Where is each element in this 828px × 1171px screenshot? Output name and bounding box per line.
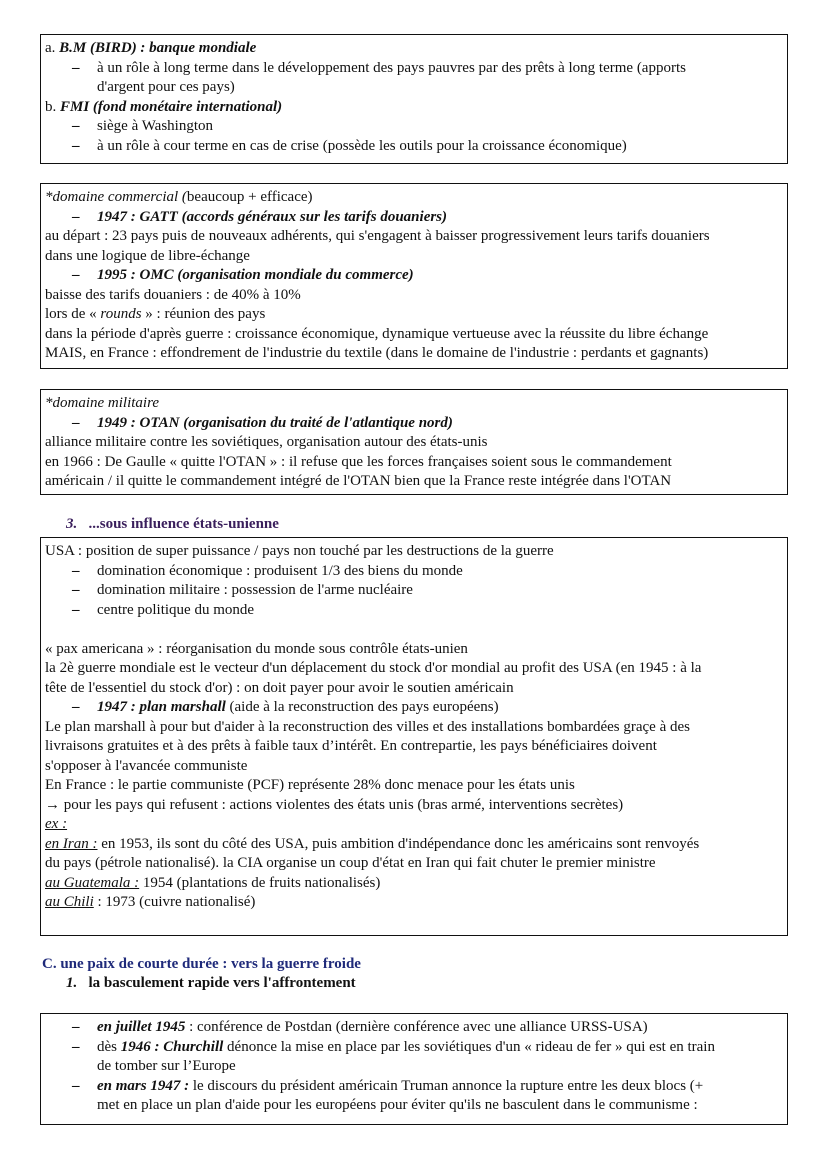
marshall-heading: – 1947 : plan marshall (aide à la reconstruction des pays européens)	[45, 698, 782, 718]
omc-heading: – 1995 : OMC (organisation mondiale du commerce)	[45, 266, 782, 286]
box-influence-usa	[40, 537, 788, 936]
domain-heading: *domaine commercial (beaucoup + efficace)	[45, 189, 313, 205]
example-label: ex :	[45, 816, 68, 832]
or-text-1: la 2è guerre mondiale est le vecteur d'un déplacement du stock d'or mondial au profit des USA (en 1945 : à la	[45, 660, 702, 676]
item-b: b. FMI (fond monétaire international)	[45, 98, 283, 115]
box-domaine-commercial	[40, 183, 788, 369]
section-heading-c: C. une paix de courte durée : vers la guerre froide	[42, 956, 361, 972]
omc-text-3: dans la période d'après guerre : croissance économique, dynamique vertueuse avec la réussite du libre échange	[45, 325, 709, 342]
fmi-point-2: – à un rôle à cour terme en cas de crise (possède les outils pour la croissance économique)	[45, 137, 782, 157]
bm-point: – à un rôle à long terme dans le développement des pays pauvres par des prêts à long terme (apports d'argent pour ces pays)	[45, 59, 782, 98]
event-1947: – en mars 1947 : le discours du président américain Truman annonce la rupture entre les deux blocs (+ met en place un plan d'aide pour les européens pour éviter qu'ils ne basculent dans le communisme :	[45, 1077, 782, 1116]
otan-text-2: en 1966 : De Gaulle « quitte l'OTAN » : il refuse que les forces françaises soient sous le commandement	[45, 453, 672, 470]
gatt-text-2: dans une logique de libre-échange	[45, 247, 250, 264]
marshall-text-3: s'opposer à l'avancée communiste	[45, 757, 248, 774]
usa-point-1: – domination économique : produisent 1/3 des biens du monde	[45, 562, 782, 582]
pax-americana: « pax americana » : réorganisation du monde sous contrôle états-unien	[45, 640, 468, 657]
domain-heading: *domaine militaire	[45, 395, 160, 411]
usa-intro: USA : position de super puissance / pays non touché par les destructions de la guerre	[45, 543, 554, 559]
otan-text-1: alliance militaire contre les soviétiques, organisation autour des états-unis	[45, 434, 488, 450]
bm-title: B.M (BIRD) : banque mondiale	[59, 40, 257, 56]
spacer	[45, 620, 782, 640]
omc-text-1: baisse des tarifs douaniers : de 40% à 10%	[45, 286, 301, 303]
iran-line-1: en Iran : en 1953, ils sont du côté des USA, puis ambition d'indépendance donc les américains sont renvoyés	[45, 835, 700, 852]
marshall-text-1: Le plan marshall à pour but d'aider à la reconstruction des villes et des installations bombardées graçe à des	[45, 718, 690, 735]
guatemala-line: au Guatemala : 1954 (plantations de fruits nationalisés)	[45, 874, 381, 891]
marshall-text-2: livraisons gratuites et à des prêts à faible taux d’intérêt. En contrepartie, les pays bénéficiaires doivent	[45, 738, 657, 754]
usa-point-2: – domination militaire : possession de l'arme nucléaire	[45, 581, 782, 601]
event-1945: – en juillet 1945 : conférence de Postdan (dernière conférence avec une alliance URSS-USA)	[45, 1018, 782, 1038]
item-a: a. B.M (BIRD) : banque mondiale	[45, 40, 257, 56]
or-text-2: tête de l'essentiel du stock d'or) : on doit payer pour avoir le soutien américain	[45, 679, 514, 696]
omc-text-2: lors de « rounds » : réunion des pays	[45, 306, 266, 322]
fmi-point-1: – siège à Washington	[45, 117, 782, 137]
section-heading-3: 3. ...sous influence états-unienne	[66, 516, 279, 532]
otan-text-3: américain / il quitte le commandement intégré de l'OTAN bien que la France reste intégrée dans l'OTAN	[45, 473, 672, 489]
box-institutions-financieres	[40, 34, 788, 164]
arrow-text: → pour les pays qui refusent : actions violentes des états unis (bras armé, interventions secrètes)	[45, 796, 624, 813]
pcf-text: En France : le partie communiste (PCF) représente 28% donc menace pour les états unis	[45, 777, 575, 793]
iran-line-2: du pays (pétrole nationalisé). la CIA organise un coup d'état en Iran qui fait chuter le premier ministre	[45, 855, 656, 871]
omc-text-4: MAIS, en France : effondrement de l'industrie du textile (dans le domaine de l'industrie : perdants et gagnants)	[45, 345, 709, 361]
section-heading-1: 1. la basculement rapide vers l'affrontement	[66, 975, 356, 991]
event-1946: – dès 1946 : Churchill dénonce la mise en place par les soviétiques d'un « rideau de fer » qui est en train de tomber sur l’Europe	[45, 1038, 782, 1077]
box-guerre-froide	[40, 1013, 788, 1125]
gatt-heading: – 1947 : GATT (accords généraux sur les tarifs douaniers)	[45, 208, 782, 228]
chili-line: au Chili : 1973 (cuivre nationalisé)	[45, 894, 256, 910]
usa-point-3: – centre politique du monde	[45, 601, 782, 621]
gatt-text-1: au départ : 23 pays puis de nouveaux adhérents, qui s'engagent à baisser progressivement leurs tarifs douaniers	[45, 228, 710, 244]
box-domaine-militaire	[40, 389, 788, 495]
otan-heading: – 1949 : OTAN (organisation du traité de l'atlantique nord)	[45, 414, 782, 434]
fmi-title: FMI (fond monétaire international)	[60, 98, 283, 115]
